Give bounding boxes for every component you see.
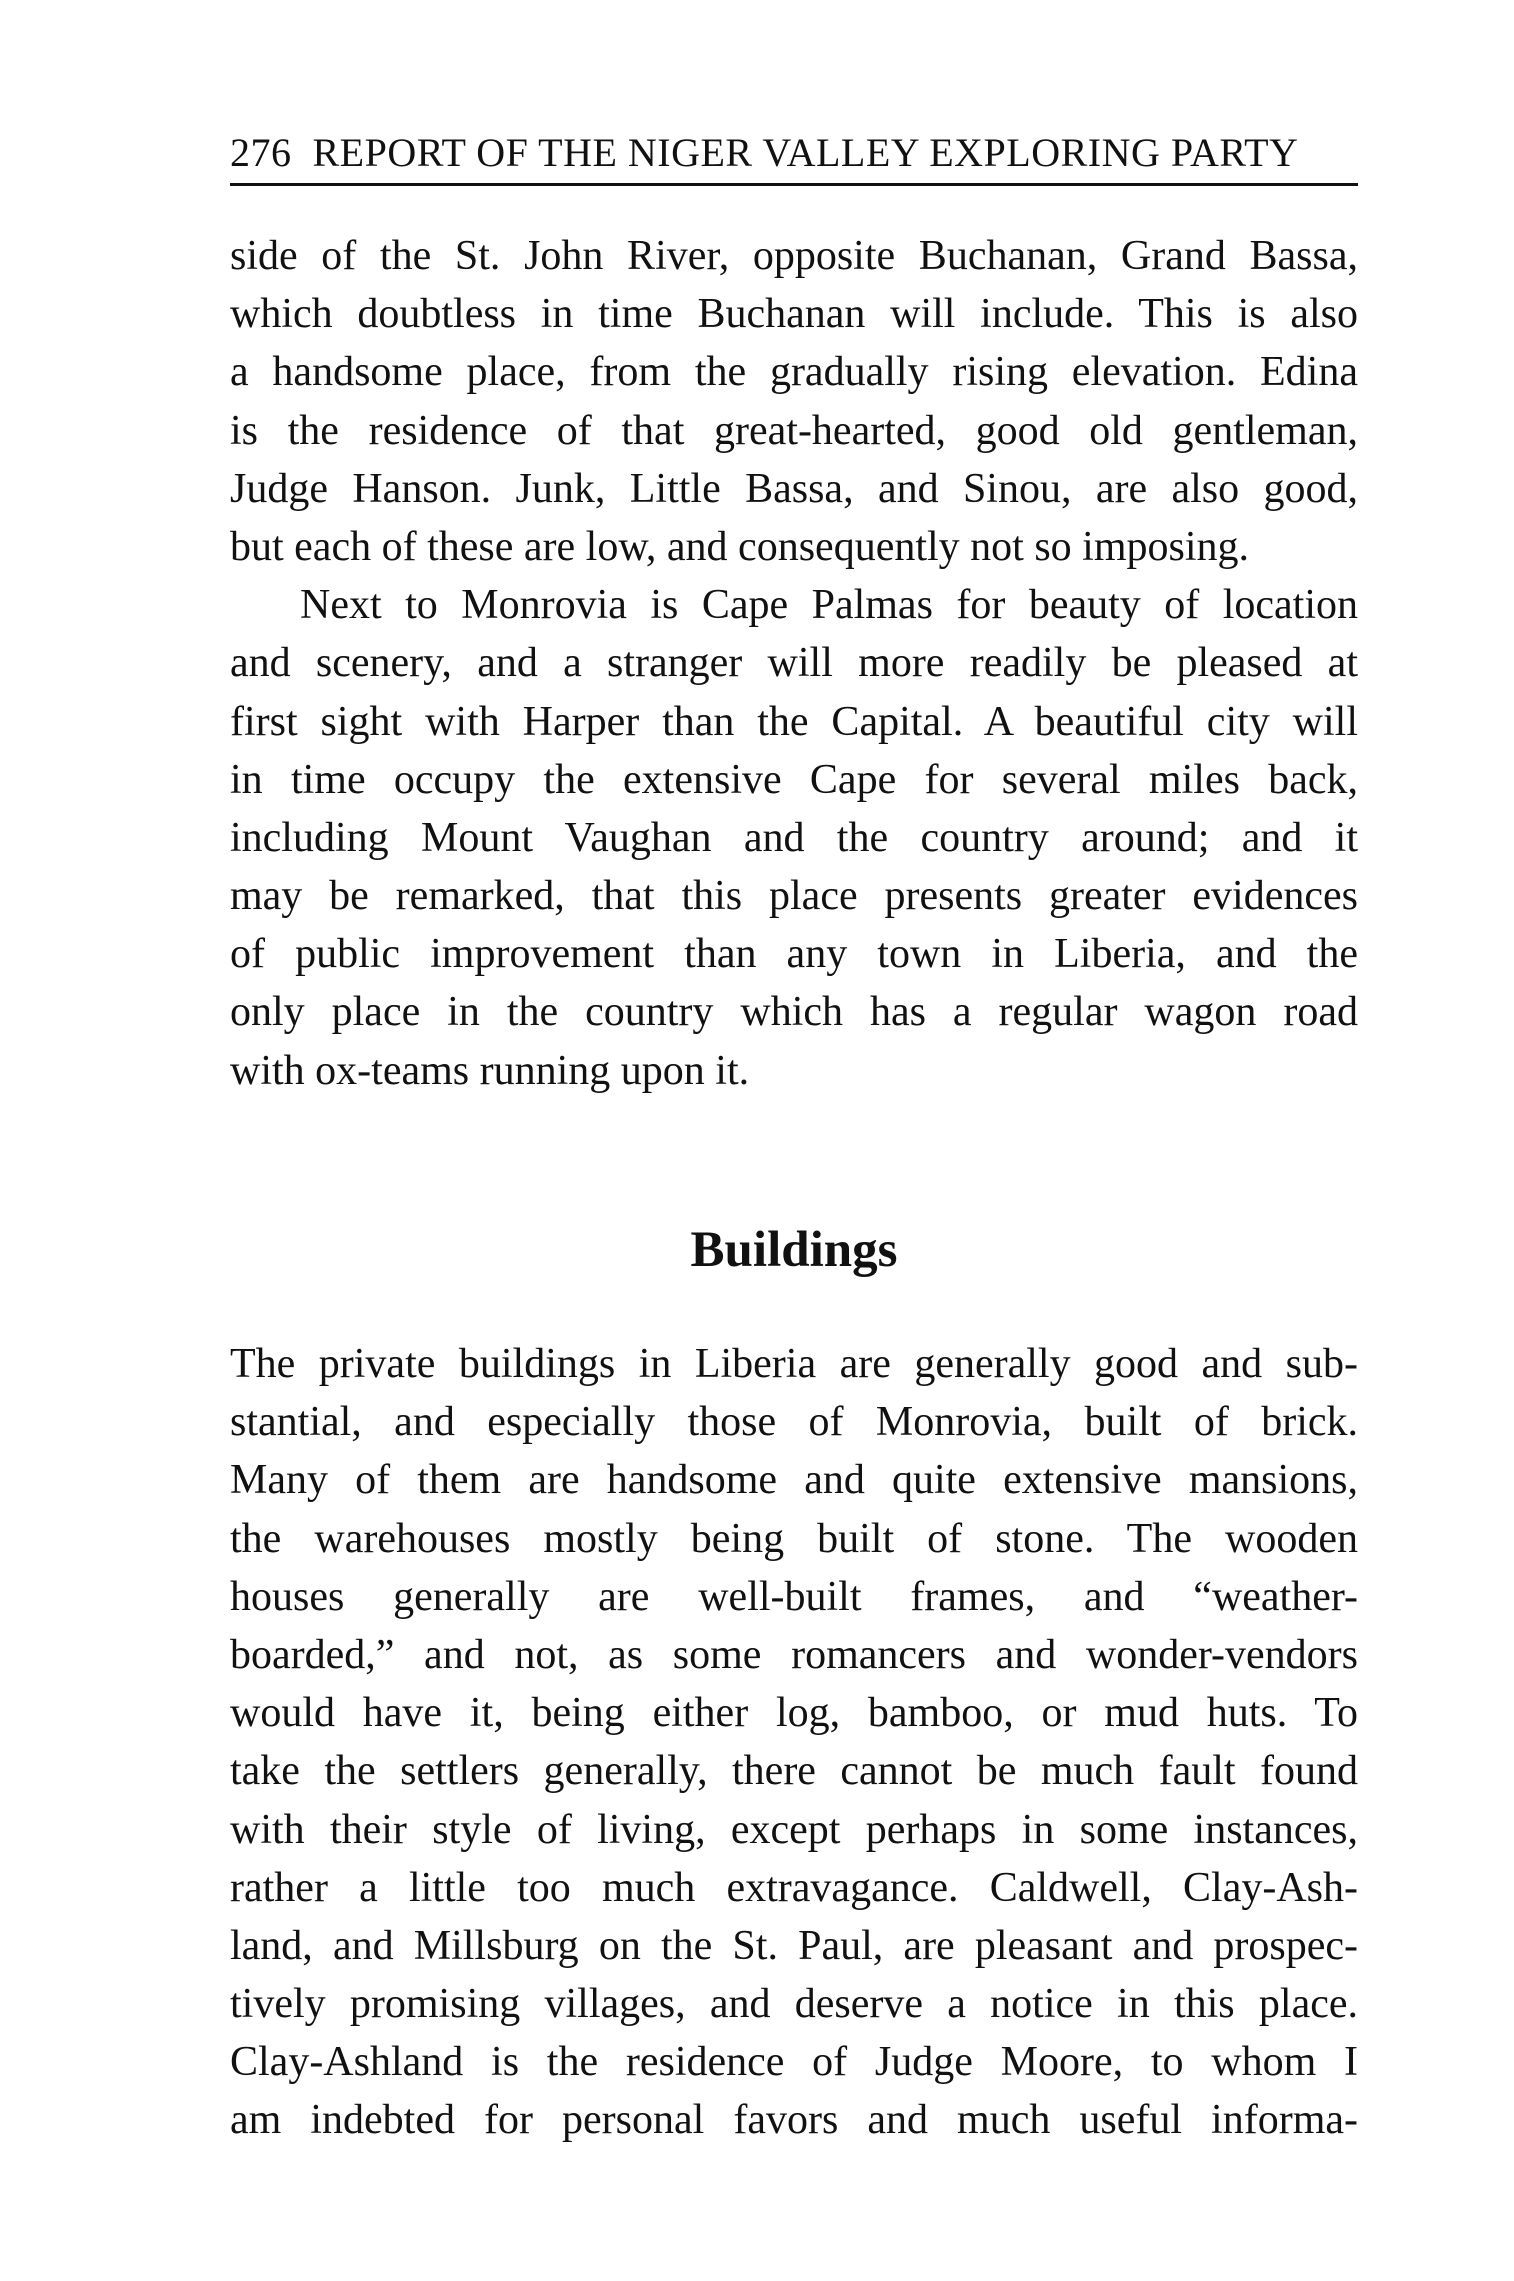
body-text-top: [230, 227, 1358, 1100]
text-line: including Mount Vaughan and the country around; and it: [230, 814, 1358, 861]
text-line: boarded,” and not, as some romancers and wonder-vendors: [230, 1631, 1358, 1678]
text-line: a handsome place, from the gradually rising elevation. Edina: [230, 349, 1358, 396]
text-line: but each of these are low, and consequently not so imposing.: [230, 523, 1250, 570]
paragraph: [230, 227, 1358, 576]
text-line: may be remarked, that this place presents greater evidences: [230, 873, 1358, 920]
text-line: Many of them are handsome and quite extensive mansions,: [230, 1457, 1358, 1504]
paragraph: [230, 1335, 1358, 2150]
page-number: 276: [230, 130, 292, 175]
text-line: stantial, and especially those of Monrovia, built of brick.: [230, 1399, 1358, 1446]
running-title: REPORT OF THE NIGER VALLEY EXPLORING PARTY: [312, 130, 1299, 175]
text-line: of public improvement than any town in Liberia, and the: [230, 931, 1358, 978]
body-text-bottom: [230, 1335, 1358, 2150]
text-line: Clay-Ashland is the residence of Judge Moore, to whom I: [230, 2039, 1358, 2086]
text-line: tively promising villages, and deserve a notice in this place.: [230, 1981, 1358, 2028]
text-line: in time occupy the extensive Cape for several miles back,: [230, 756, 1358, 803]
paragraph: [230, 576, 1358, 1100]
text-line: houses generally are well-built frames, and “weather-: [230, 1573, 1358, 1620]
text-line: am indebted for personal favors and much useful informa-: [230, 2097, 1358, 2144]
text-line: which doubtless in time Buchanan will include. This is also: [230, 291, 1358, 338]
text-line: with ox-teams running upon it.: [230, 1047, 750, 1094]
text-line: with their style of living, except perhaps in some instances,: [230, 1806, 1358, 1853]
text-line: rather a little too much extravagance. Caldwell, Clay-Ash-: [230, 1864, 1358, 1911]
text-line: and scenery, and a stranger will more readily be pleased at: [230, 640, 1358, 687]
text-line: The private buildings in Liberia are generally good and sub-: [230, 1341, 1358, 1387]
text-line: Judge Hanson. Junk, Little Bassa, and Sinou, are also good,: [230, 465, 1358, 512]
section-heading: Buildings: [690, 1222, 898, 1278]
text-line: Next to Monrovia is Cape Palmas for beauty of location: [300, 582, 1358, 629]
running-head: [230, 128, 1358, 178]
text-line: the warehouses mostly being built of stone. The wooden: [230, 1515, 1358, 1562]
text-line: is the residence of that great-hearted, good old gentleman,: [230, 407, 1358, 454]
text-line: first sight with Harper than the Capital. A beautiful city will: [230, 698, 1358, 745]
text-line: only place in the country which has a regular wagon road: [230, 989, 1358, 1036]
header-rule: [230, 183, 1358, 186]
text-line: land, and Millsburg on the St. Paul, are pleasant and prospec-: [230, 1922, 1358, 1969]
text-line: side of the St. John River, opposite Buchanan, Grand Bassa,: [230, 233, 1358, 279]
text-line: take the settlers generally, there cannot be much fault found: [230, 1748, 1358, 1795]
text-line: would have it, being either log, bamboo, or mud huts. To: [230, 1690, 1358, 1737]
